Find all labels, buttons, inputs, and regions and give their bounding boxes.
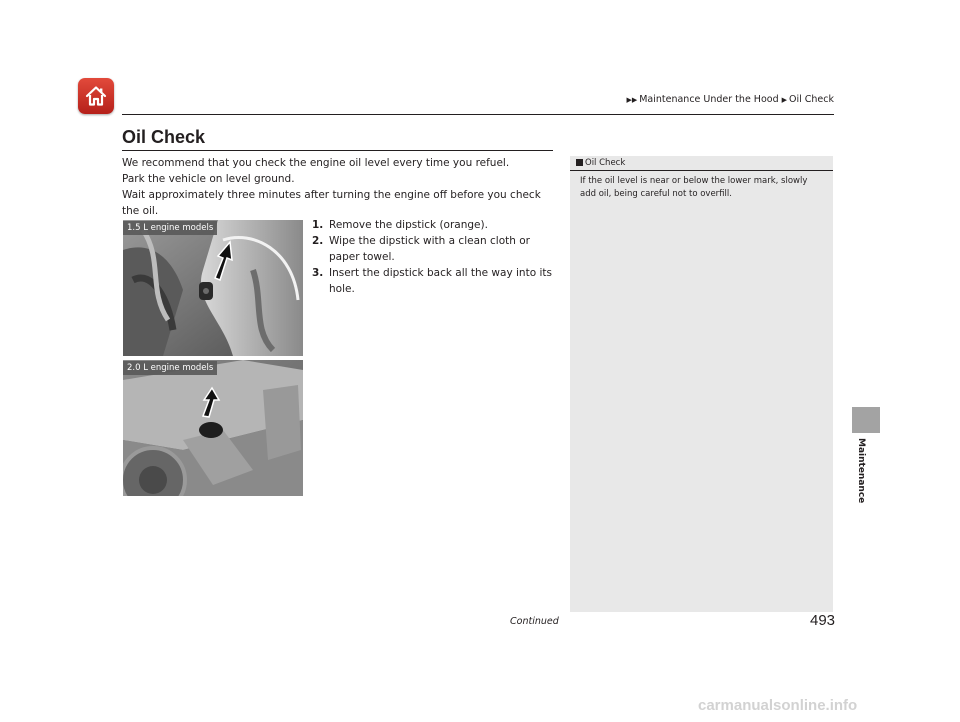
list-item: 3. Insert the dipstick back all the way into its hole.	[312, 267, 552, 295]
watermark: carmanualsonline.info	[698, 697, 858, 714]
breadcrumb-item-oil-check: Oil Check	[789, 94, 834, 105]
intro-text	[122, 155, 555, 219]
header-divider	[122, 114, 834, 115]
note-text: If the oil level is near or below the lower mark, slowly add oil, being careful not to overfill.	[580, 176, 808, 199]
section-tab-label[interactable]: Maintenance	[856, 438, 866, 504]
engine-bay-illustration	[123, 220, 303, 356]
intro-paragraph: Park the vehicle on level ground.	[122, 173, 295, 185]
procedure-steps	[312, 217, 552, 297]
note-divider	[570, 170, 833, 171]
intro-paragraph: We recommend that you check the engine oil level every time you refuel.	[122, 157, 510, 169]
engine-photo-1-5l	[123, 220, 303, 356]
home-icon	[84, 84, 108, 108]
home-button[interactable]	[78, 78, 114, 114]
engine-photo-2-0l	[123, 360, 303, 496]
breadcrumb-arrow-icon: ▶▶	[626, 96, 638, 104]
list-item: 1. Remove the dipstick (orange).	[312, 219, 488, 231]
page-title: Oil Check	[122, 127, 206, 147]
note-panel	[570, 156, 833, 612]
breadcrumb	[610, 94, 834, 105]
engine-bay-illustration	[123, 360, 303, 496]
photo-label: 2.0 L engine models	[123, 361, 217, 375]
note-marker-icon	[576, 159, 583, 166]
note-heading: Oil Check	[576, 158, 625, 168]
photo-label: 1.5 L engine models	[123, 221, 217, 235]
breadcrumb-item-maintenance-under-the-hood[interactable]: Maintenance Under the Hood	[639, 94, 779, 105]
title-divider	[122, 150, 553, 151]
page-number: 493	[810, 612, 836, 629]
continued-label: Continued	[510, 616, 559, 627]
intro-paragraph: Wait approximately three minutes after turning the engine off before you check the oil.	[122, 189, 541, 217]
section-tab-marker[interactable]	[852, 407, 880, 433]
list-item: 2. Wipe the dipstick with a clean cloth or paper towel.	[312, 235, 530, 263]
breadcrumb-arrow-icon: ▶	[781, 96, 787, 104]
